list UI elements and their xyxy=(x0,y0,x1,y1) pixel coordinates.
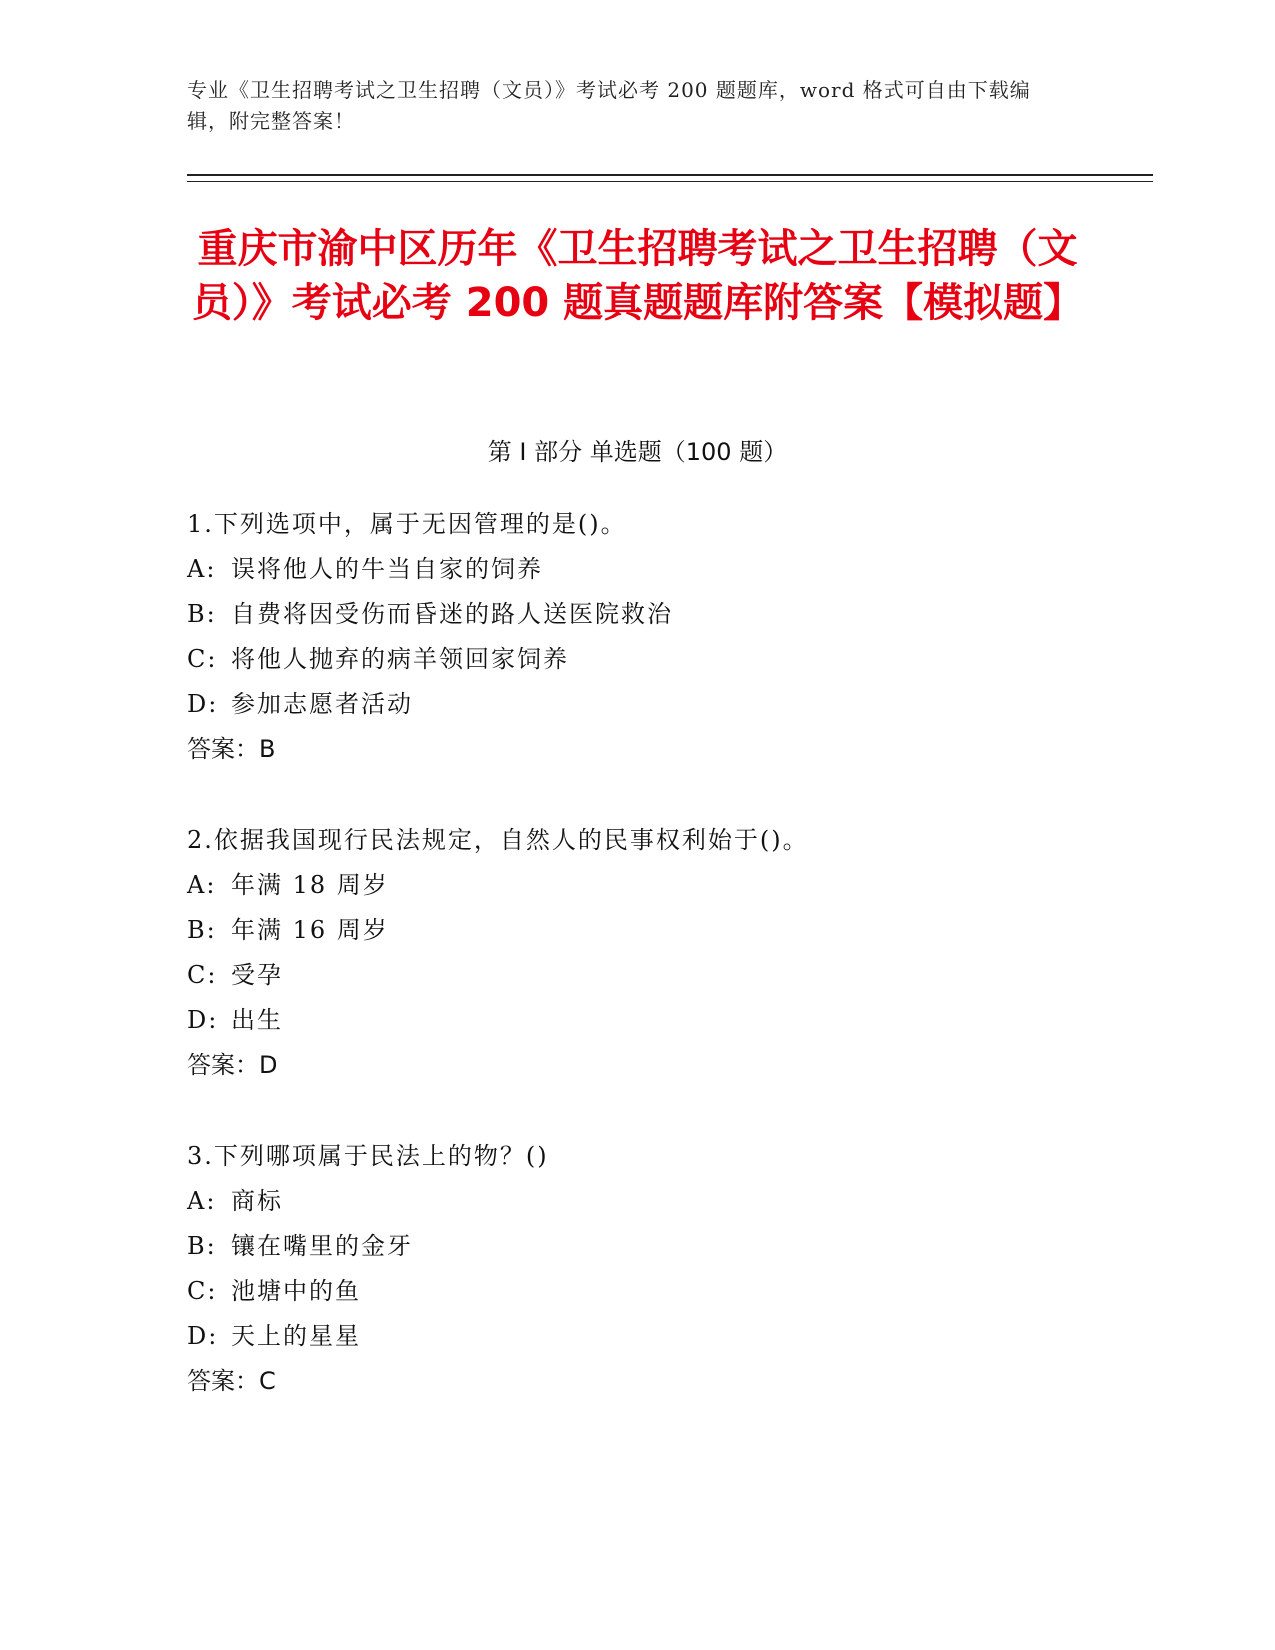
question-3 xyxy=(187,1134,1087,1404)
question-1 xyxy=(187,502,1087,772)
answer xyxy=(187,727,1087,772)
option-d xyxy=(187,682,1087,727)
option-key: D: xyxy=(187,1322,219,1350)
option-text: 池塘中的鱼 xyxy=(231,1277,361,1305)
option-a xyxy=(187,863,1087,908)
option-text: 年满 18 周岁 xyxy=(231,871,389,899)
question-2 xyxy=(187,818,1087,1088)
option-key: B: xyxy=(187,600,217,628)
answer xyxy=(187,1359,1087,1404)
option-text: 镶在嘴里的金牙 xyxy=(231,1232,413,1260)
option-key: A: xyxy=(187,1187,217,1215)
section-title: 第 I 部分 单选题（100 题） xyxy=(487,438,788,466)
option-c xyxy=(187,953,1087,998)
option-a xyxy=(187,547,1087,592)
option-b xyxy=(187,1224,1087,1269)
option-key: D: xyxy=(187,1006,219,1034)
option-key: B: xyxy=(187,1232,217,1260)
answer-value: B xyxy=(259,735,276,763)
option-text: 参加志愿者活动 xyxy=(231,690,413,718)
option-key: A: xyxy=(187,871,217,899)
answer-label: 答案： xyxy=(187,1051,259,1079)
option-key: C: xyxy=(187,961,218,989)
option-key: B: xyxy=(187,916,217,944)
option-a xyxy=(187,1179,1087,1224)
answer-label: 答案： xyxy=(187,1367,259,1395)
header-note: 专业《卫生招聘考试之卫生招聘（文员）》考试必考 200 题题库，word 格式可自由下载编辑，附完整答案！ xyxy=(187,78,1031,133)
option-d xyxy=(187,998,1087,1043)
option-text: 天上的星星 xyxy=(231,1322,361,1350)
question-stem: 2.依据我国现行民法规定，自然人的民事权利始于()。 xyxy=(187,826,809,854)
document-title: 重庆市渝中区历年《卫生招聘考试之卫生招聘（文员）》考试必考 200 题真题题库附答案【模拟题】 xyxy=(191,226,1084,326)
answer-value: C xyxy=(259,1367,276,1395)
option-b xyxy=(187,908,1087,953)
option-text: 自费将因受伤而昏迷的路人送医院救治 xyxy=(231,600,673,628)
option-d xyxy=(187,1314,1087,1359)
option-key: C: xyxy=(187,645,218,673)
option-text: 年满 16 周岁 xyxy=(231,916,389,944)
option-key: C: xyxy=(187,1277,218,1305)
option-c xyxy=(187,637,1087,682)
option-b xyxy=(187,592,1087,637)
question-stem: 3.下列哪项属于民法上的物？() xyxy=(187,1142,549,1170)
option-text: 出生 xyxy=(231,1006,283,1034)
answer-label: 答案： xyxy=(187,735,259,763)
option-text: 受孕 xyxy=(231,961,283,989)
question-stem: 1.下列选项中，属于无因管理的是()。 xyxy=(187,510,627,538)
header-rule-thin xyxy=(187,181,1153,182)
option-key: D: xyxy=(187,690,219,718)
header-rule-thick xyxy=(187,174,1153,176)
answer-value: D xyxy=(259,1051,278,1079)
option-key: A: xyxy=(187,555,217,583)
option-text: 误将他人的牛当自家的饲养 xyxy=(231,555,543,583)
option-text: 商标 xyxy=(231,1187,283,1215)
option-text: 将他人抛弃的病羊领回家饲养 xyxy=(231,645,569,673)
answer xyxy=(187,1043,1087,1088)
option-c xyxy=(187,1269,1087,1314)
